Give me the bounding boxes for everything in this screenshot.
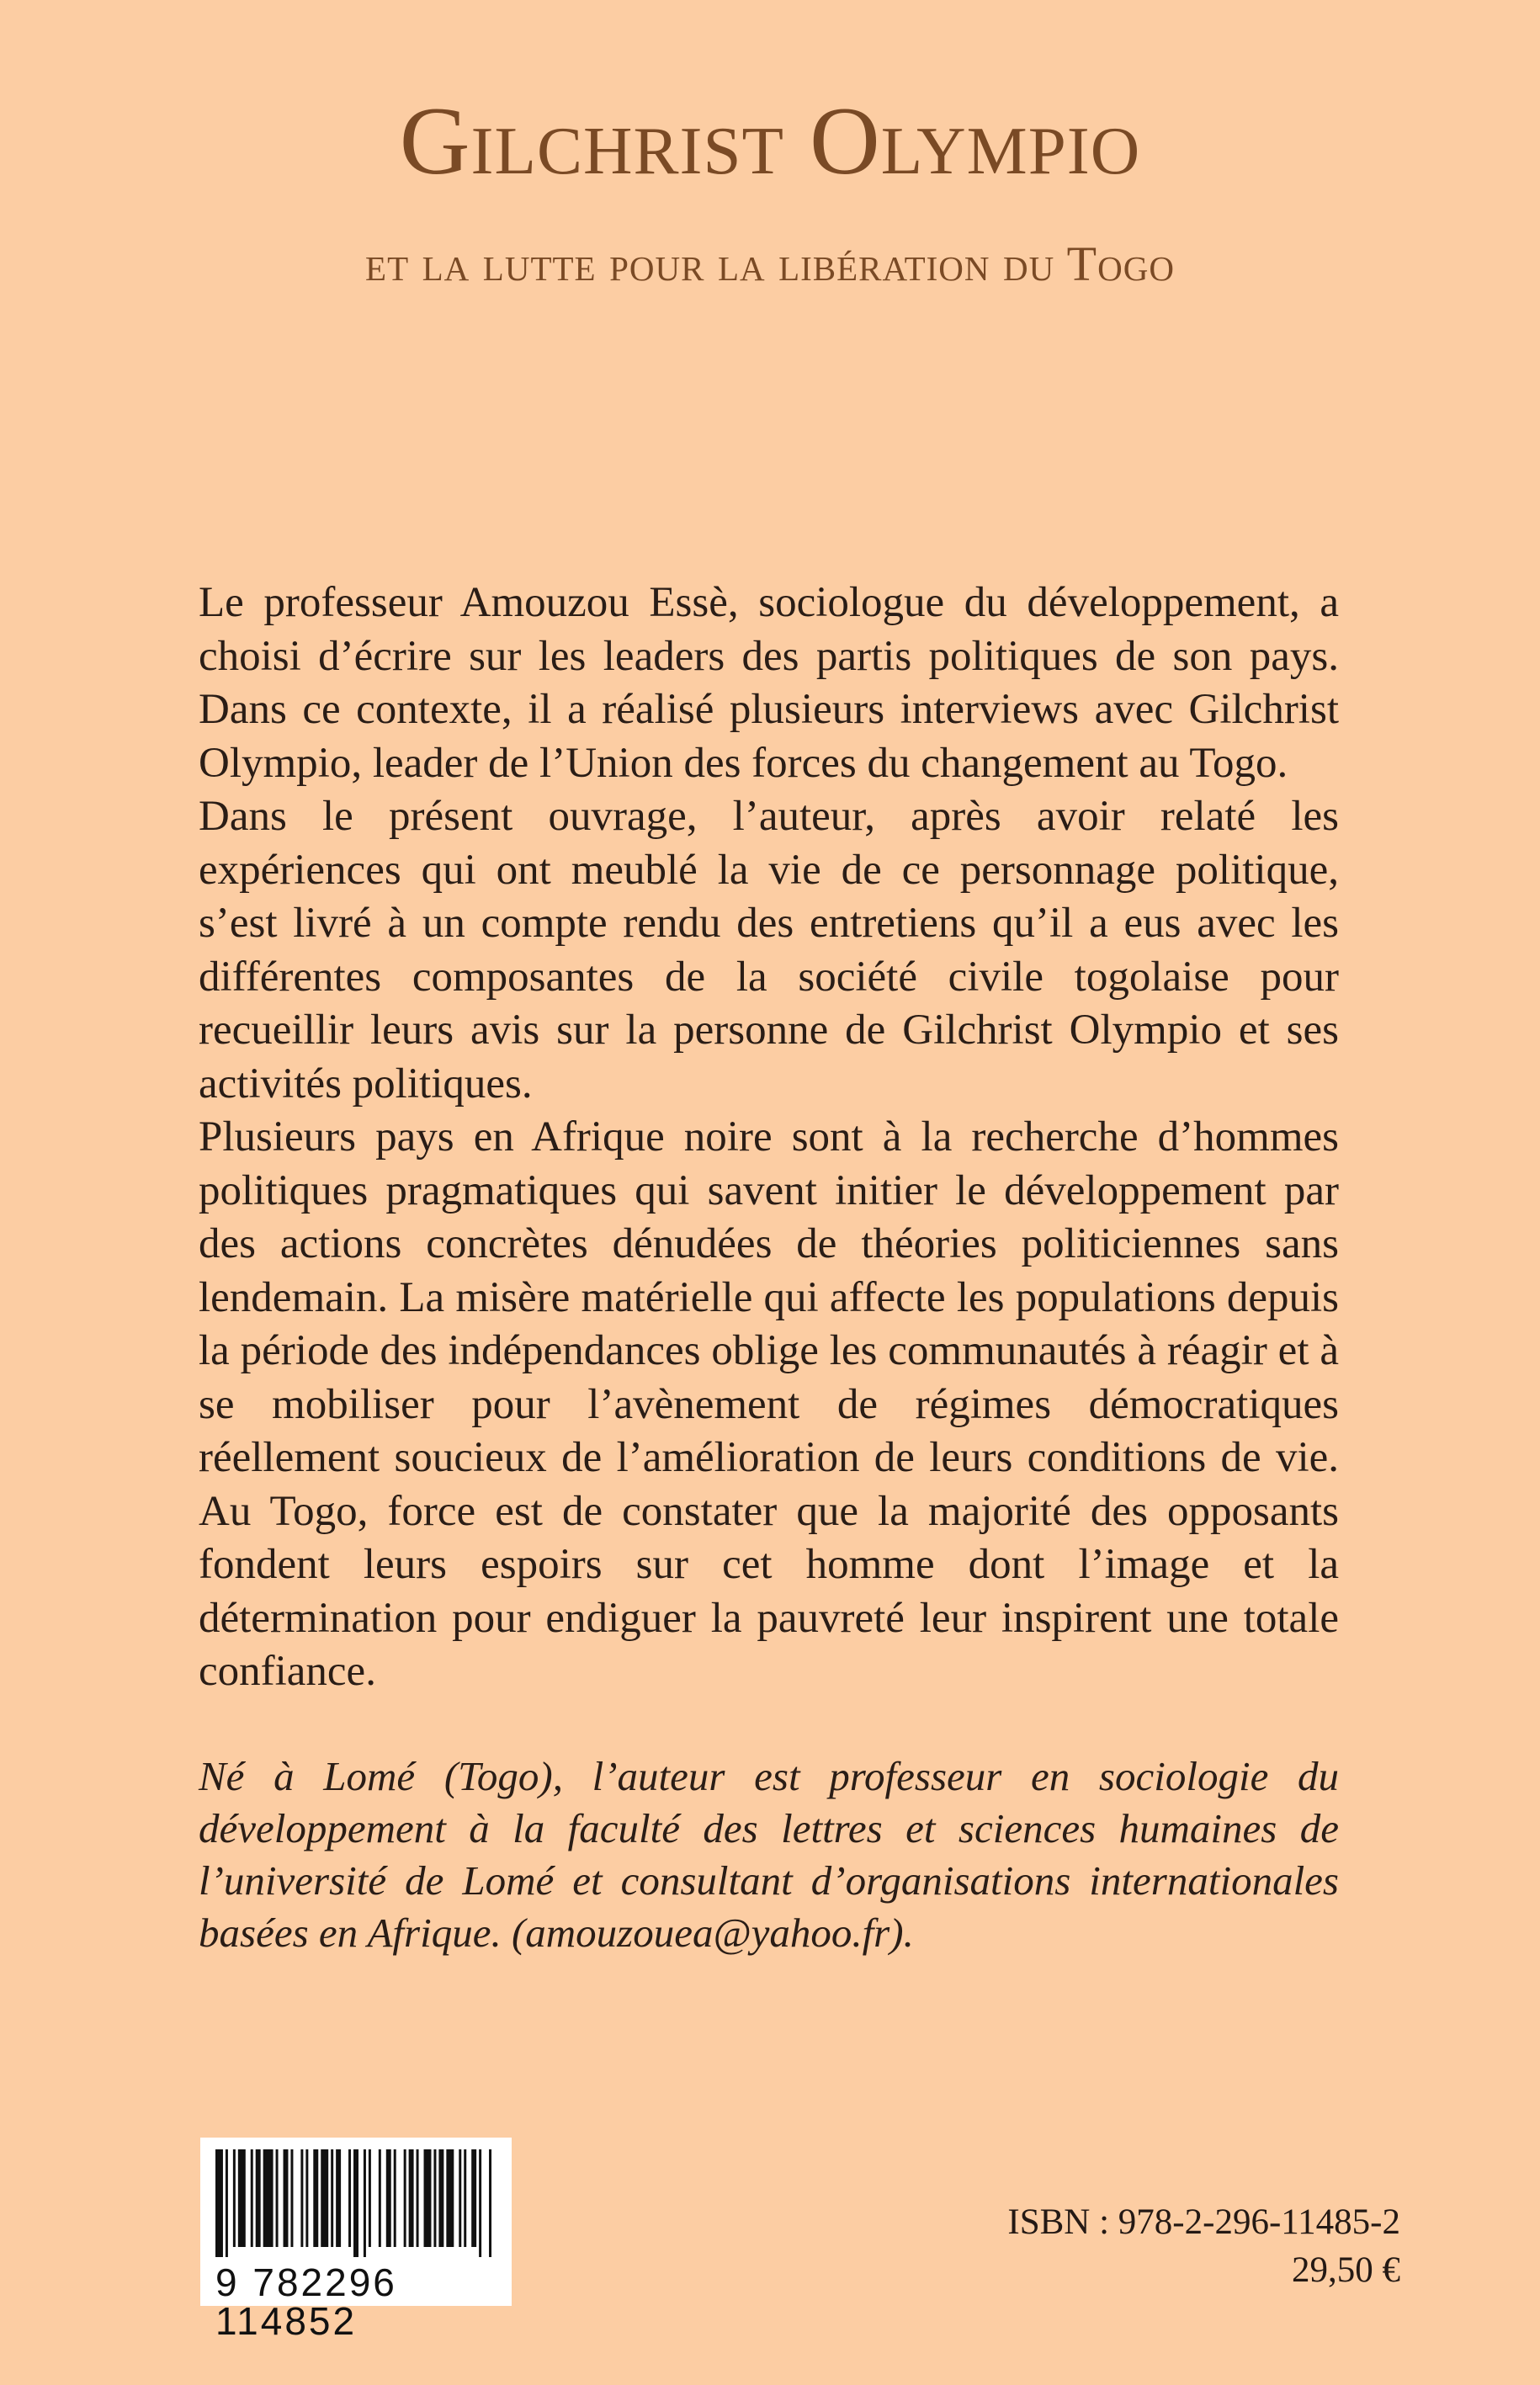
barcode-bars-icon — [200, 2138, 512, 2260]
price-text: 29,50 € — [1292, 2250, 1400, 2290]
barcode-number: 9 782296 114852 — [215, 2260, 397, 2343]
blurb-paragraph-1: Le professeur Amouzou Essè, sociologue du développement, a choisi d’écrire sur les leaders des partis politiques de son pays. Dans ce contexte, il a réalisé plusieurs interviews avec Gilchrist Olympio, leader de l’Union des forces du changement au Togo. — [199, 579, 1339, 787]
book-title: Gilchrist Olympio — [399, 88, 1141, 195]
back-cover-blurb — [199, 576, 1339, 1699]
book-subtitle: et la lutte pour la libération du Togo — [365, 236, 1175, 291]
author-biography: Né à Lomé (Togo), l’auteur est professeur en sociologie du développement à la faculté des lettres et sciences humaines de l’université de Lomé et consultant d’organisations internationales basées en Afrique. (amouzouea@yahoo.fr). — [199, 1753, 1339, 1956]
isbn-text: ISBN : 978-2-296-11485-2 — [1007, 2202, 1400, 2242]
blurb-paragraph-3: Plusieurs pays en Afrique noire sont à la recherche d’hommes politiques pragmatiques qui savent initier le développement par des actions concrètes dénudées de théories politiciennes sans lendemain. La misère matérielle qui affecte les populations depuis la période des indépendances oblige les communautés à réagir et à se mobiliser pour l’avènement de régimes démocratiques réellement soucieux de l’amélioration de leurs conditions de vie. Au Togo, force est de constater que la majorité des opposants fondent leurs espoirs sur cet homme dont l’image et la détermination pour endiguer la pauvreté leur inspirent une totale confiance. — [199, 1113, 1339, 1695]
blurb-paragraph-2: Dans le présent ouvrage, l’auteur, après avoir relaté les expériences qui ont meublé la vie de ce personnage politique, s’est livré à un compte rendu des entretiens qu’il a eus avec les différentes composantes de la société civile togolaise pour recueillir leurs avis sur la personne de Gilchrist Olympio et ses activités politiques. — [199, 793, 1339, 1108]
isbn-barcode — [200, 2138, 512, 2343]
